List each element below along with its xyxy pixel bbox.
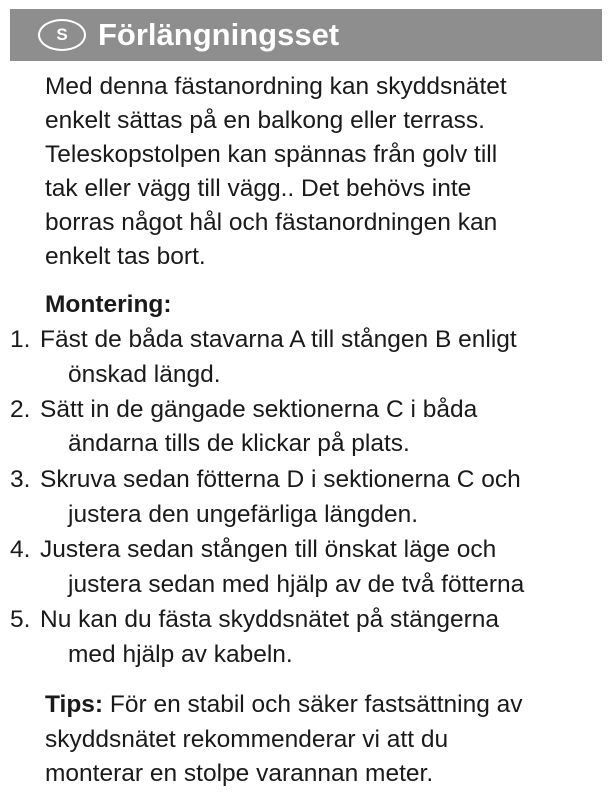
step-number: 2.	[10, 396, 31, 423]
step-line: Justera sedan stången till önskat läge och	[40, 536, 497, 563]
tips-line: monterar en stolpe varannan meter.	[45, 760, 434, 787]
step-number: 1.	[10, 326, 31, 353]
step-line: Fäst de båda stavarna A till stången B enligt	[40, 326, 517, 353]
intro-line: enkelt sättas på en balkong eller terrass.	[45, 107, 485, 134]
tips-line	[45, 688, 523, 722]
step-line: justera sedan med hjälp av de två fötterna	[68, 571, 525, 598]
mounting-heading: Montering:	[45, 291, 172, 318]
section-header	[10, 9, 602, 61]
intro-line: Teleskopstolpen kan spännas från golv till	[45, 141, 498, 168]
intro-line: borras något hål och fästanordningen kan	[45, 209, 498, 236]
tips-label: Tips:	[45, 691, 104, 718]
step-line: Skruva sedan fötterna D i sektionerna C och	[40, 466, 521, 493]
step-line: justera den ungefärliga längden.	[68, 501, 419, 528]
tips-line: skyddsnätet rekommenderar vi att du	[45, 726, 449, 753]
intro-line: enkelt tas bort.	[45, 243, 206, 270]
tips-text: För en stabil och säker fastsättning av	[103, 691, 523, 718]
step-line: med hjälp av kabeln.	[68, 641, 293, 668]
section-title: Förlängningsset	[98, 17, 340, 52]
intro-line: tak eller vägg till vägg.. Det behövs inte	[45, 175, 472, 202]
step-line: ändarna tills de klickar på plats.	[68, 430, 410, 457]
step-line: Sätt in de gängade sektionerna C i båda	[40, 396, 478, 423]
step-number: 3.	[10, 466, 31, 493]
section-badge: S	[38, 19, 86, 51]
step-line: önskad längd.	[68, 361, 221, 388]
intro-line: Med denna fästanordning kan skyddsnätet	[45, 73, 507, 100]
step-line: Nu kan du fästa skyddsnätet på stängerna	[40, 606, 499, 633]
step-number: 5.	[10, 606, 31, 633]
step-number: 4.	[10, 536, 31, 563]
